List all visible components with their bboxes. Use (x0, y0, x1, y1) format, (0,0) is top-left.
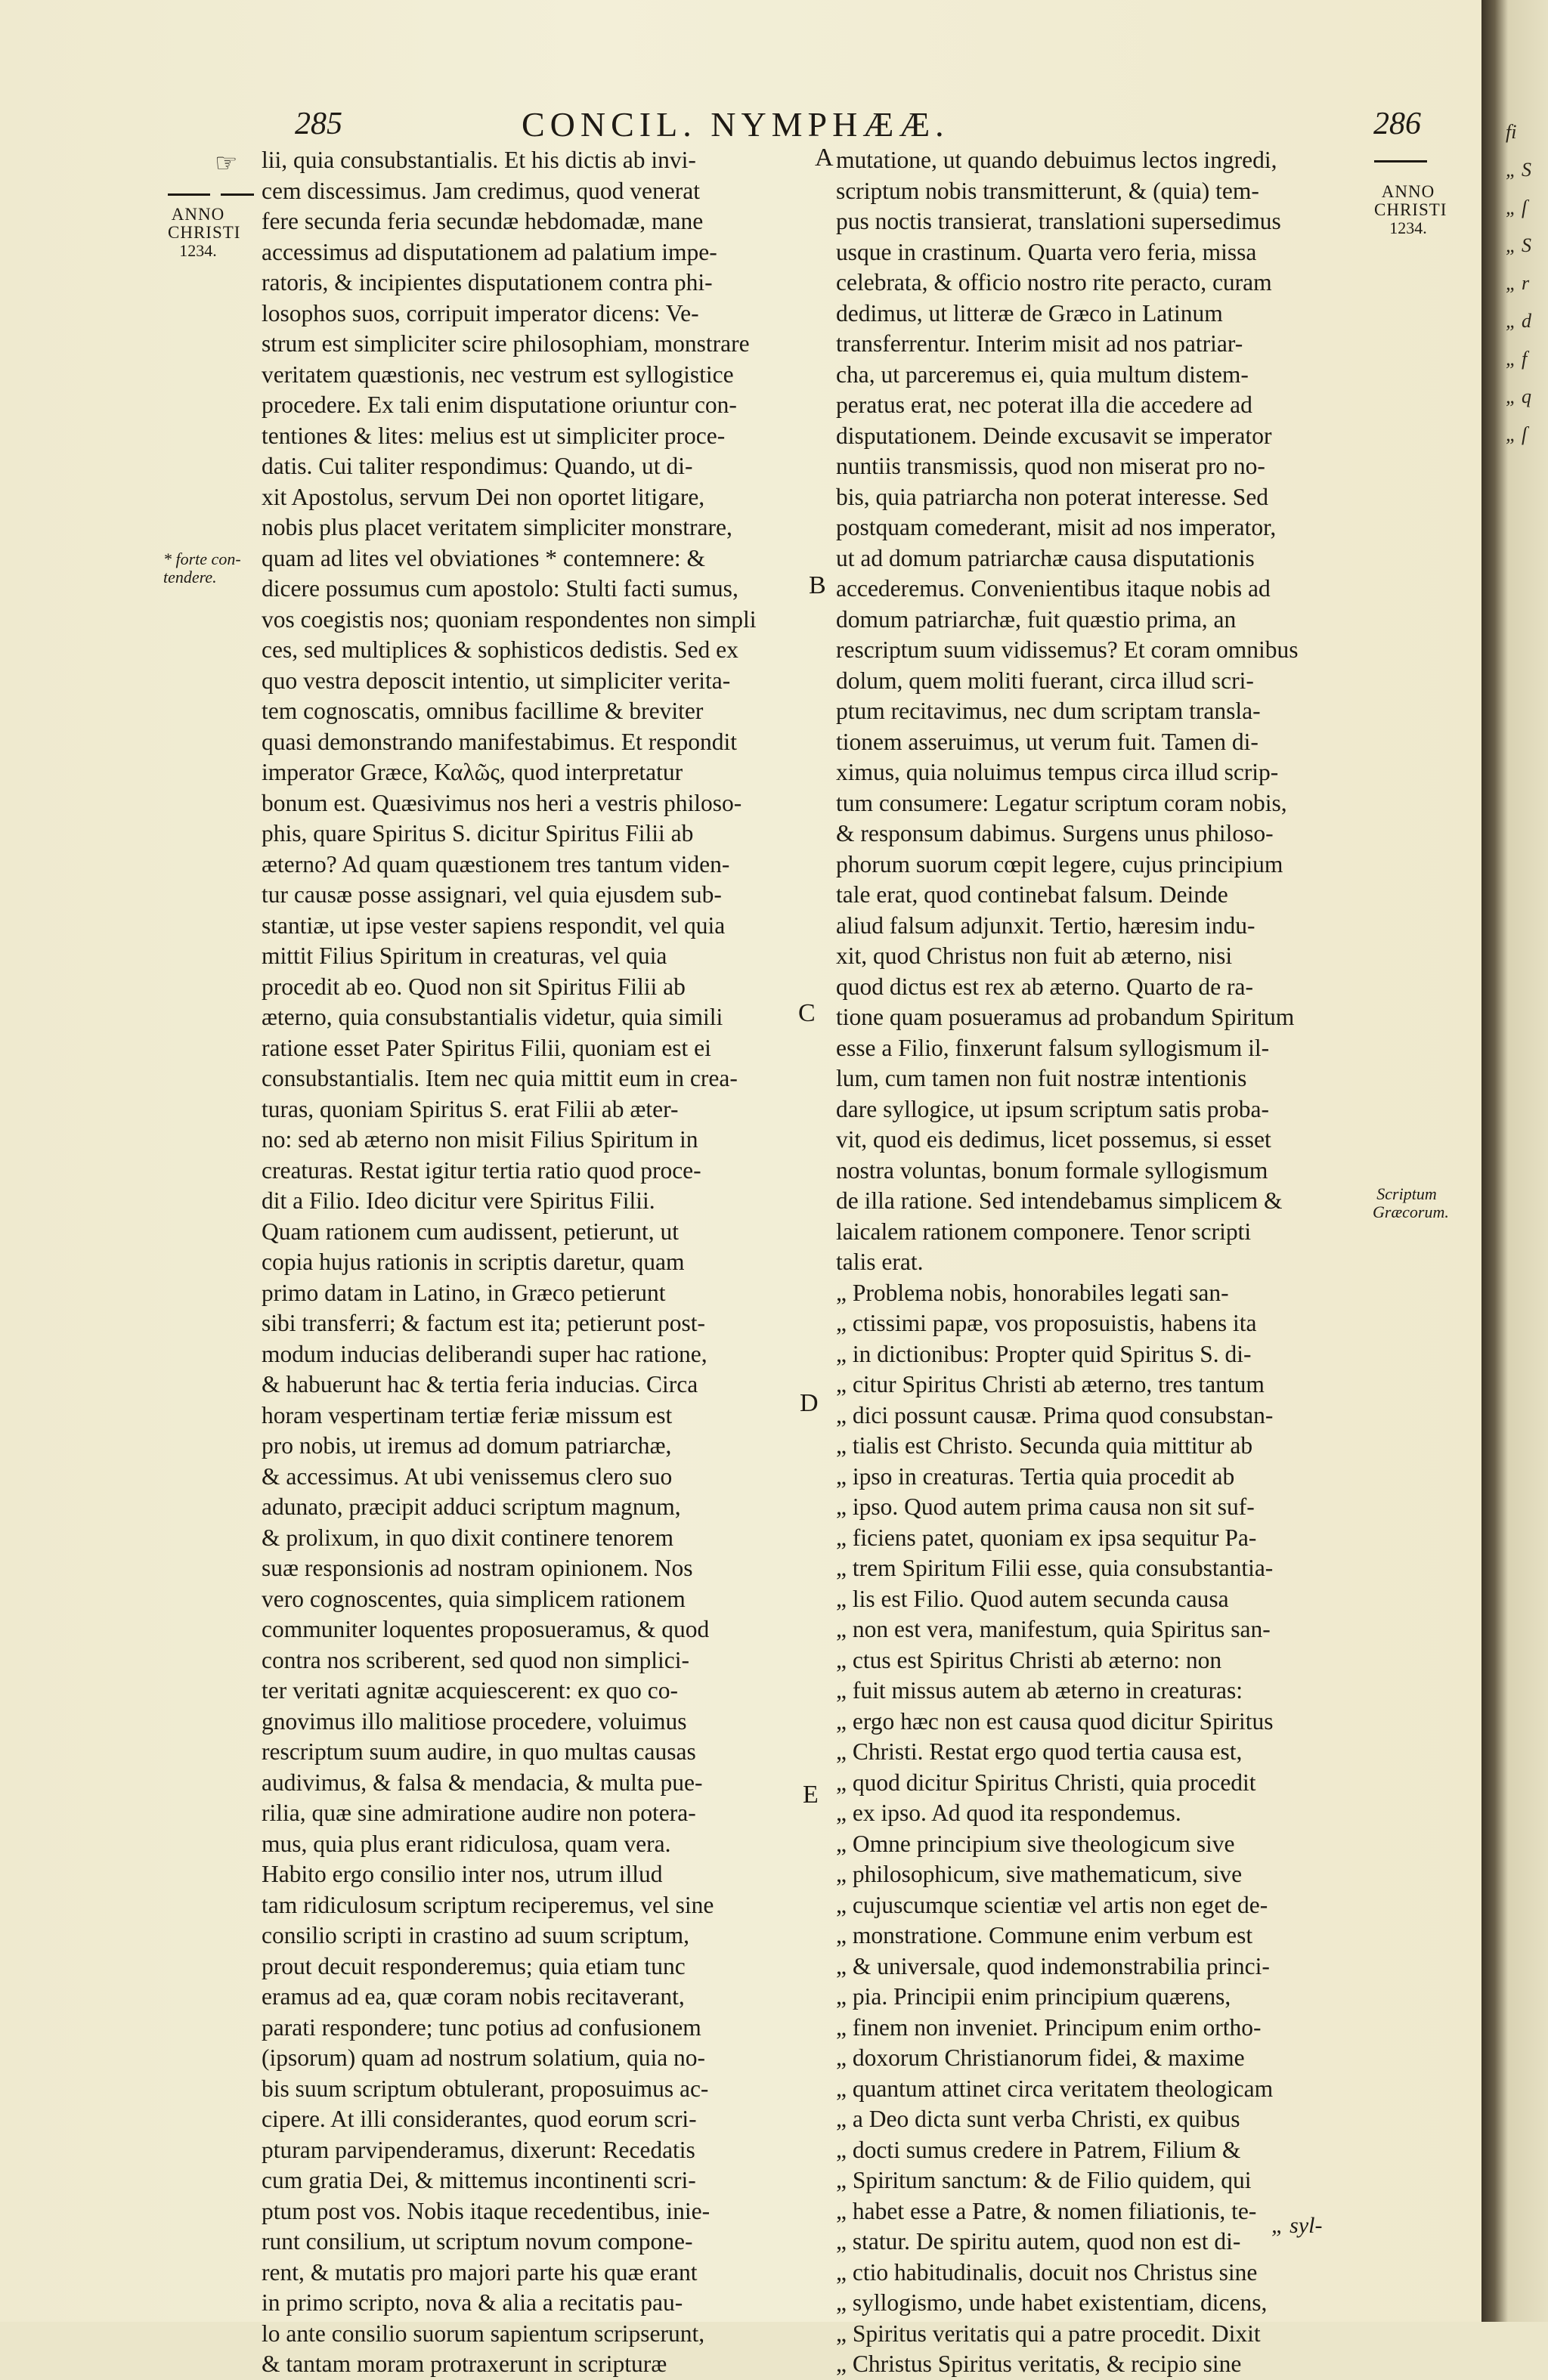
text-line: consilio scripti in crastino ad suum scriptum, (262, 1922, 690, 1948)
edge-fragment: „ q (1506, 385, 1531, 407)
text-line: cem discessimus. Jam credimus, quod venerat (262, 177, 700, 204)
text-line: ter veritati agnitæ acquiescerent: ex quo co- (262, 1677, 679, 1704)
text-line: contra nos scriberent, sed quod non simplici- (262, 1646, 690, 1673)
text-line: bonum est. Quæsivimus nos heri a vestris philoso- (262, 789, 742, 816)
text-line: „ syllogismo, unde habet existentiam, dicens, (836, 2289, 1268, 2316)
text-line: „ ipso. Quod autem prima causa non sit suf- (836, 1493, 1255, 1520)
text-line: & prolixum, in quo dixit continere tenorem (262, 1524, 674, 1551)
text-line: talis erat. (836, 1249, 924, 1275)
text-line: procedit ab eo. Quod non sit Spiritus Filii ab (262, 973, 686, 1000)
catchword: „ syl- (1271, 2213, 1323, 2238)
text-line: disputationem. Deinde excusavit se imperator (836, 422, 1272, 449)
text-line: turas, quoniam Spiritus S. erat Filii ab æter- (262, 1095, 679, 1122)
text-line: communiter loquentes proposueramus, & quod (262, 1616, 710, 1642)
text-line: „ habet esse a Patre, & nomen filiationis, te- (836, 2197, 1257, 2224)
text-line: losophos suos, corripuit imperator dicens: Ve- (262, 299, 699, 327)
text-line: nobis plus placet veritatem simpliciter monstrare, (262, 514, 732, 540)
text-line: „ ergo hæc non est causa quod dicitur Spiritus (836, 1707, 1274, 1735)
text-line: audivimus, & falsa & mendacia, & multa pue- (262, 1769, 703, 1796)
text-line: mittit Filius Spiritum in creaturas, vel quia (262, 942, 667, 969)
text-line: phis, quare Spiritus S. dicitur Spiritus Filii ab (262, 820, 694, 846)
text-line: vos coegistis nos; quoniam respondentes non simpli (262, 605, 757, 633)
text-line: „ docti sumus credere in Patrem, Filium & (836, 2136, 1241, 2163)
text-line: ximus, quia noluimus tempus circa illud scrip- (836, 759, 1279, 785)
section-letter-e: E (803, 1781, 819, 1809)
text-line: „ ex ipso. Ad quod ita respondemus. (836, 1800, 1181, 1826)
edge-fragment: „ ſ (1506, 423, 1528, 445)
text-line: esse a Filio, finxerunt falsum syllogismum il- (836, 1034, 1270, 1061)
text-line: strum est simpliciter scire philosophiam, monstrare (262, 330, 750, 357)
text-line: pro nobis, ut iremus ad domum patriarchæ, (262, 1432, 672, 1459)
text-line: „ a Deo dicta sunt verba Christi, ex quibus (836, 2106, 1240, 2132)
edge-fragment: fi (1506, 121, 1517, 143)
text-line: mus, quia plus erant ridiculosa, quam vera. (262, 1830, 671, 1857)
text-line: bis, quia patriarcha non poterat interesse. Sed (836, 483, 1269, 510)
anno-label: ANNO (171, 205, 225, 224)
text-line: „ trem Spiritum Filii esse, quia consubstantia- (836, 1555, 1274, 1581)
section-letter-a: A (815, 144, 834, 172)
text-line: „ non est vera, manifestum, quia Spiritus san- (836, 1616, 1271, 1642)
text-line: tur causæ posse assignari, vel quia ejusdem sub- (262, 881, 722, 908)
text-line: „ statur. De spiritu autem, quod non est di- (836, 2228, 1241, 2255)
text-line: ratoris, & incipientes disputationem contra phi- (262, 269, 713, 296)
pointing-hand-icon: ☞ (215, 150, 238, 178)
text-line: tum consumere: Legatur scriptum coram nobis, (836, 789, 1287, 816)
note-line: tendere. (163, 568, 217, 586)
text-line: tione quam posueramus ad probandum Spiritum (836, 1004, 1295, 1030)
text-line: celebrata, & officio nostro rite peracto, curam (836, 269, 1272, 296)
text-line: veritatem quæstionis, nec vestrum est syllogistice (262, 361, 734, 388)
text-line: xit, quod Christus non fuit ab æterno, nisi (836, 942, 1233, 969)
text-line: „ quod dicitur Spiritus Christi, quia procedit (836, 1769, 1256, 1796)
text-line: ut ad domum patriarchæ causa disputationis (836, 544, 1255, 571)
text-line: tionem asseruimus, ut verum fuit. Tamen di- (836, 728, 1259, 755)
text-line: aliud falsum adjunxit. Tertio, hæresim indu- (836, 911, 1255, 939)
note-line: Scriptum (1376, 1184, 1437, 1203)
text-line: imperator Græce, Καλῶς, quod interpretatur (262, 759, 683, 785)
text-line: „ ctus est Spiritus Christi ab æterno: non (836, 1646, 1222, 1673)
text-line: postquam comederant, misit ad nos imperator, (836, 514, 1277, 540)
text-line: vero cognoscentes, quia simplicem rationem (262, 1585, 686, 1612)
text-line: tam ridiculosum scriptum reciperemus, vel sine (262, 1891, 714, 1918)
text-line: accessimus ad disputationem ad palatium impe- (262, 238, 717, 265)
text-line: no: sed ab æterno non misit Filius Spiritum in (262, 1126, 698, 1153)
text-line: „ tialis est Christo. Secunda quia mittitur ab (836, 1432, 1253, 1459)
text-line: creaturas. Restat igitur tertia ratio quod proce- (262, 1156, 701, 1184)
text-line: domum patriarchæ, fuit quæstio prima, an (836, 605, 1237, 633)
text-line: gnovimus illo malitiose procedere, voluimus (262, 1707, 687, 1735)
text-line: rilia, quæ sine admiratione audire non potera- (262, 1800, 696, 1826)
text-line: dolum, quem moliti fuerant, circa illud scri- (836, 667, 1254, 694)
text-line: transferrentur. Interim misit ad nos patriar- (836, 330, 1243, 357)
edge-fragment: „ d (1506, 310, 1531, 332)
text-line: ptum post vos. Nobis itaque recedentibus, inie- (262, 2197, 711, 2224)
text-line: runt consilium, ut scriptum novum compone- (262, 2228, 693, 2255)
text-line: dedimus, ut litteræ de Græco in Latinum (836, 299, 1223, 327)
text-line: æterno, quia consubstantialis videtur, quia simili (262, 1004, 723, 1030)
text-line: copia hujus rationis in scriptis daretur, quam (262, 1249, 685, 1275)
section-letter-c: C (798, 999, 816, 1027)
text-line: xit Apostolus, servum Dei non oportet litigare, (262, 483, 705, 510)
text-line: Habito ergo consilio inter nos, utrum illud (262, 1861, 663, 1887)
edge-fragment: „ r (1506, 272, 1530, 294)
text-line: quo vestra deposcit intentio, ut simpliciter verita- (262, 667, 731, 694)
text-line: de illa ratione. Sed intendebamus simplicem & (836, 1187, 1283, 1214)
margin-note-forte (163, 550, 254, 586)
text-line: rent, & mutatis pro majori parte his quæ erant (262, 2258, 698, 2286)
text-line: „ Spiritum sanctum: & de Filio quidem, qui (836, 2167, 1252, 2193)
text-line: „ Christus Spiritus veritatis, & recipio sine (836, 2351, 1242, 2377)
text-line: „ dici possunt causæ. Prima quod consubstan- (836, 1401, 1274, 1428)
text-line: laicalem rationem componere. Tenor scripti (836, 1218, 1252, 1245)
text-line: eramus ad ea, quæ coram nobis recitaverant, (262, 1983, 685, 2010)
text-line: lii, quia consubstantialis. Et his dictis ab invi- (262, 147, 696, 173)
year-label: 1234. (1389, 218, 1427, 237)
text-line: stantiæ, ut ipse vester sapiens respondit, vel quia (262, 911, 726, 939)
text-line: scriptum nobis transmitterunt, & (quia) tem- (836, 177, 1259, 204)
text-line: ptum recitavimus, nec dum scriptam transla- (836, 698, 1261, 724)
edge-fragment: „ f (1506, 348, 1528, 370)
edge-fragment: „ ſ (1506, 197, 1528, 218)
text-line: accederemus. Convenientibus itaque nobis ad (836, 575, 1271, 602)
text-line: „ Problema nobis, honorabiles legati san- (836, 1279, 1229, 1306)
text-line: rescriptum suum vidissemus? Et coram omnibus (836, 636, 1299, 663)
text-line: „ Christi. Restat ergo quod tertia causa est, (836, 1738, 1243, 1765)
right-text-column (836, 145, 1374, 2380)
page-number-left: 285 (295, 107, 342, 141)
text-line: „ Omne principium sive theologicum sive (836, 1830, 1235, 1857)
text-line: modum inducias deliberandi super hac ratione, (262, 1340, 707, 1367)
text-line: cipere. At illi considerantes, quod eorum scri- (262, 2106, 697, 2132)
text-line: dicere possumus cum apostolo: Stulti facti sumus, (262, 575, 738, 602)
text-line: peratus erat, nec poterat illa die accedere ad (836, 392, 1252, 418)
section-letter-d: D (800, 1389, 819, 1417)
text-line: prout decuit responderemus; quia etiam tunc (262, 1952, 686, 1979)
text-line: suæ responsionis ad nostram opinionem. Nos (262, 1555, 693, 1581)
text-line: rescriptum suum audire, in quo multas causas (262, 1738, 696, 1765)
text-line: primo datam in Latino, in Græco petierunt (262, 1279, 666, 1306)
text-line: „ lis est Filio. Quod autem secunda causa (836, 1585, 1229, 1612)
text-line: dit a Filio. Ideo dicitur vere Spiritus Filii. (262, 1187, 655, 1214)
text-line: tale erat, quod continebat falsum. Deinde (836, 881, 1228, 908)
text-line: mutatione, ut quando debuimus lectos ingredi, (836, 147, 1277, 173)
margin-anno-right (1374, 182, 1447, 237)
text-line: & accessimus. At ubi venissemus clero suo (262, 1462, 673, 1490)
text-line: quam ad lites vel obviationes * contemnere: & (262, 544, 705, 571)
text-line: quasi demonstrando manifestabimus. Et respondit (262, 728, 738, 755)
left-text-column (262, 145, 813, 2380)
text-line: æterno? Ad quam quæstionem tres tantum viden- (262, 850, 730, 877)
text-line: tentiones & lites: melius est ut simpliciter proce- (262, 422, 726, 449)
text-line: lo ante consilio suorum sapientum scripserunt, (262, 2320, 705, 2347)
text-line: „ finem non inveniet. Principum enim ortho- (836, 2013, 1262, 2041)
text-line: quod dictus est rex ab æterno. Quarto de ra- (836, 973, 1253, 1000)
text-line: pus noctis transierat, translationi supersedimus (836, 208, 1281, 234)
text-line: „ doxorum Christianorum fidei, & maxime (836, 2044, 1245, 2071)
page-header (249, 104, 1429, 150)
running-title: CONCIL. NYMPHÆÆ. (522, 105, 949, 144)
text-line: lum, cum tamen non fuit nostræ intentionis (836, 1065, 1247, 1091)
text-line: dare syllogice, ut ipsum scriptum satis proba- (836, 1095, 1270, 1122)
text-line: nuntiis transmissis, quod non miserat pro no- (836, 453, 1265, 479)
text-line: „ ctio habitudinalis, docuit nos Christus sine (836, 2258, 1258, 2286)
text-line: & responsum dabimus. Surgens unus philoso- (836, 820, 1274, 846)
christi-label: CHRISTI (168, 223, 241, 242)
text-line: in primo scripto, nova & alia a recitatis pau- (262, 2289, 683, 2316)
text-line: cha, ut parceremus ei, quia multum distem- (836, 361, 1249, 388)
section-letter-b: B (809, 571, 826, 599)
margin-anno-left (168, 205, 241, 260)
text-line: „ & universale, quod indemonstrabilia princi- (836, 1952, 1270, 1979)
text-line: pturam parvipenderamus, dixerunt: Recedatis (262, 2136, 695, 2163)
margin-dash (168, 193, 210, 196)
text-line: „ Spiritus veritatis qui a patre procedit. Dixit (836, 2320, 1261, 2347)
text-line: phorum suorum cœpit legere, cujus principium (836, 850, 1283, 877)
text-line: ratione esset Pater Spiritus Filii, quoniam est ei (262, 1034, 711, 1061)
year-label: 1234. (179, 241, 217, 260)
text-line: usque in crastinum. Quarta vero feria, missa (836, 238, 1257, 265)
text-line: & habuerunt hac & tertia feria inducias. Circa (262, 1371, 698, 1397)
margin-dash (221, 193, 254, 196)
christi-label: CHRISTI (1374, 200, 1447, 219)
text-line: „ fuit missus autem ab æterno in creaturas: (836, 1677, 1243, 1704)
margin-dash (1374, 160, 1427, 162)
margin-note-scriptum (1373, 1184, 1449, 1221)
next-page-fragments (1506, 113, 1548, 453)
text-line: cum gratia Dei, & mittemus incontinenti scri- (262, 2167, 696, 2193)
text-line: (ipsorum) quam ad nostrum solatium, quia no- (262, 2044, 706, 2071)
text-line: „ in dictionibus: Propter quid Spiritus S. di- (836, 1340, 1252, 1367)
text-line: vit, quod eis dedimus, licet possemus, si esset (836, 1126, 1271, 1153)
edge-fragment: „ S (1506, 159, 1531, 181)
text-line: „ monstratione. Commune enim verbum est (836, 1922, 1253, 1948)
text-line: „ ficiens patet, quoniam ex ipsa sequitur Pa- (836, 1524, 1257, 1551)
text-line: „ ipso in creaturas. Tertia quia procedit ab (836, 1462, 1235, 1490)
text-line: „ cujuscumque scientiæ vel artis non eget de- (836, 1891, 1268, 1918)
text-line: horam vespertinam tertiæ feriæ missum est (262, 1401, 673, 1428)
text-line: adunato, præcipit adduci scriptum magnum, (262, 1493, 681, 1520)
text-line: „ philosophicum, sive mathematicum, sive (836, 1861, 1243, 1887)
text-line: & tantam moram protraxerunt in scripturæ (262, 2351, 667, 2377)
note-line: * forte con- (163, 549, 241, 568)
text-line: bis suum scriptum obtulerant, proposuimus ac- (262, 2075, 709, 2102)
text-line: „ ctissimi papæ, vos proposuistis, habens ita (836, 1310, 1257, 1336)
text-line: „ citur Spiritus Christi ab æterno, tres tantum (836, 1371, 1265, 1397)
text-line: tem cognoscatis, omnibus facillime & breviter (262, 698, 704, 724)
text-line: sibi transferri; & factum est ita; petierunt post- (262, 1310, 705, 1336)
edge-fragment: „ S (1506, 234, 1531, 256)
text-line: fere secunda feria secundæ hebdomadæ, mane (262, 208, 704, 234)
anno-label: ANNO (1381, 182, 1435, 201)
text-line: „ pia. Principii enim principium quærens, (836, 1983, 1231, 2010)
text-line: nostra voluntas, bonum formale syllogismum (836, 1156, 1268, 1184)
text-line: „ quantum attinet circa veritatem theologicam (836, 2075, 1274, 2102)
page-number-right: 286 (1373, 107, 1421, 141)
text-line: ces, sed multiplices & sophisticos dedistis. Sed ex (262, 636, 738, 663)
text-line: consubstantialis. Item nec quia mittit eum in crea- (262, 1065, 738, 1091)
text-line: Quam rationem cum audissent, petierunt, ut (262, 1218, 679, 1245)
text-line: datis. Cui taliter respondimus: Quando, ut di- (262, 453, 693, 479)
text-line: parati respondere; tunc potius ad confusionem (262, 2013, 701, 2041)
text-line: procedere. Ex tali enim disputatione oriuntur con- (262, 392, 737, 418)
note-line: Græcorum. (1373, 1202, 1449, 1221)
